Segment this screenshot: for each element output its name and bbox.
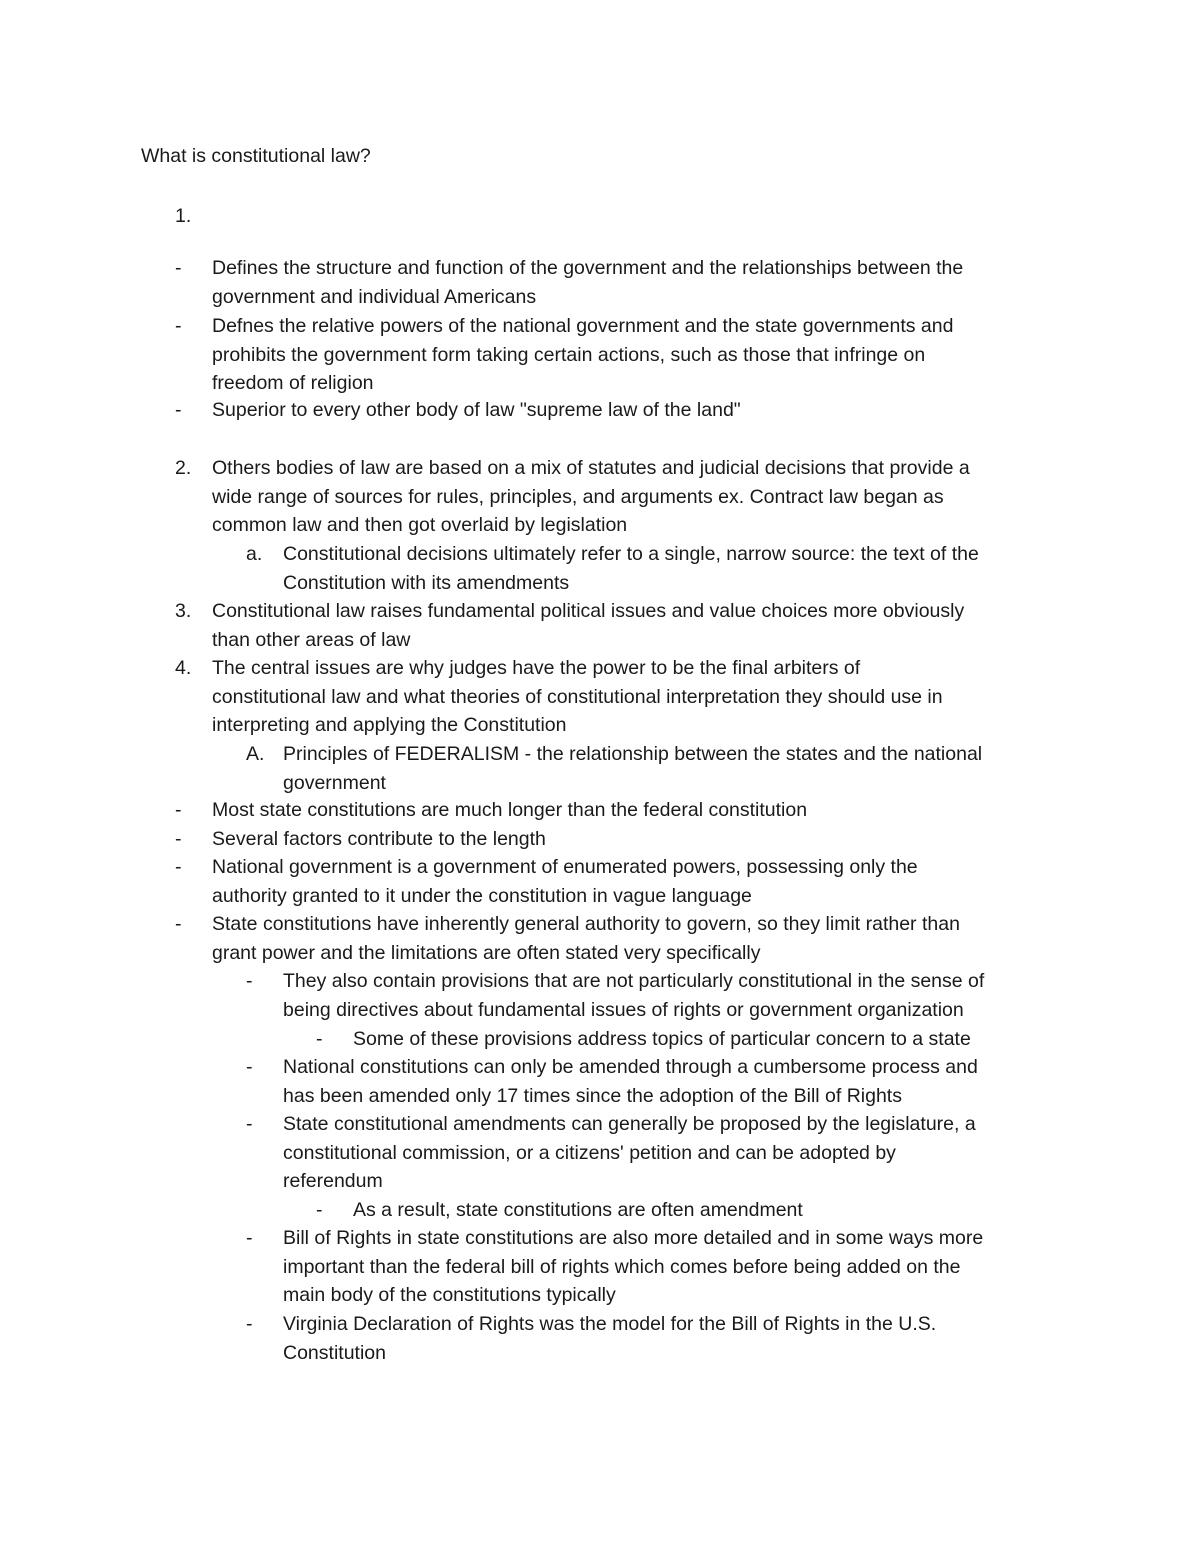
list-marker: A.: [246, 743, 265, 765]
list-item-line: Defnes the relative powers of the national government and the state governments and: [212, 315, 954, 337]
list-item-line: Constitution with its amendments: [283, 571, 570, 594]
list-marker: -: [246, 970, 253, 992]
list-marker: -: [175, 257, 182, 279]
list-item-line: National constitutions can only be amended through a cumbersome process and: [283, 1056, 978, 1078]
list-item-line: wide range of sources for rules, principles, and arguments ex. Contract law began as: [212, 485, 944, 508]
list-item-line: common law and then got overlaid by legislation: [212, 514, 628, 536]
list-marker: -: [246, 1313, 253, 1335]
list-marker: 2.: [175, 457, 192, 479]
list-item-line: than other areas of law: [212, 628, 411, 651]
list-item-line: Virginia Declaration of Rights was the model for the Bill of Rights in the U.S.: [283, 1313, 937, 1335]
list-marker: 3.: [175, 600, 192, 622]
list-item-line: constitutional law and what theories of constitutional interpretation they should use in: [212, 685, 943, 708]
list-item-line: referendum: [283, 1170, 383, 1192]
list-item-line: They also contain provisions that are not particularly constitutional in the sense of: [283, 970, 985, 992]
list-marker: 4.: [175, 657, 192, 679]
list-marker: -: [175, 828, 182, 850]
list-item-line: Others bodies of law are based on a mix of statutes and judicial decisions that provide a: [212, 457, 970, 479]
list-marker: -: [246, 1056, 253, 1078]
list-item-line: Constitutional decisions ultimately refer to a single, narrow source: the text of the: [283, 543, 979, 565]
list-item-line: has been amended only 17 times since the adoption of the Bill of Rights: [283, 1084, 902, 1107]
list-item-line: being directives about fundamental issues of rights or government organization: [283, 998, 964, 1021]
list-item-line: authority granted to it under the constitution in vague language: [212, 884, 752, 907]
list-marker: -: [246, 1113, 253, 1135]
list-marker: -: [175, 799, 182, 821]
list-item-line: main body of the constitutions typically: [283, 1284, 616, 1306]
list-item-line: National government is a government of enumerated powers, possessing only the: [212, 856, 918, 878]
list-item-line: prohibits the government form taking certain actions, such as those that infringe on: [212, 343, 926, 366]
list-item-line: freedom of religion: [212, 372, 374, 394]
list-marker: -: [175, 856, 182, 878]
list-item-line: Constitution: [283, 1341, 386, 1364]
list-item-line: Defines the structure and function of the government and the relationships between the: [212, 257, 964, 279]
list-marker: -: [316, 1028, 323, 1050]
page-title: What is constitutional law?: [141, 145, 371, 167]
list-marker: -: [175, 315, 182, 337]
list-item-line: Constitutional law raises fundamental political issues and value choices more obviously: [212, 600, 965, 622]
list-item-line: Most state constitutions are much longer than the federal constitution: [212, 799, 808, 821]
list-item-line: State constitutions have inherently general authority to govern, so they limit rather than: [212, 913, 960, 935]
list-item-line: State constitutional amendments can generally be proposed by the legislature, a: [283, 1113, 976, 1135]
list-item-line: Some of these provisions address topics of particular concern to a state: [353, 1028, 971, 1050]
list-item-line: important than the federal bill of rights which comes before being added on the: [283, 1255, 961, 1278]
list-item-line: As a result, state constitutions are often amendment: [353, 1199, 803, 1221]
list-item-line: Several factors contribute to the length: [212, 828, 546, 850]
list-item-line: Bill of Rights in state constitutions are also more detailed and in some ways more: [283, 1227, 984, 1249]
list-item-line: grant power and the limitations are often stated very specifically: [212, 941, 761, 964]
list-marker: 1.: [175, 205, 192, 227]
list-item-line: government: [283, 771, 386, 794]
list-item-line: government and individual Americans: [212, 285, 537, 308]
list-marker: -: [175, 913, 182, 935]
list-item-line: Superior to every other body of law "supreme law of the land": [212, 399, 741, 421]
list-item-line: The central issues are why judges have the power to be the final arbiters of: [212, 657, 861, 679]
list-item-line: Principles of FEDERALISM - the relationship between the states and the national: [283, 743, 983, 765]
list-marker: a.: [246, 543, 263, 565]
list-item-line: interpreting and applying the Constitution: [212, 714, 567, 736]
list-marker: -: [175, 399, 182, 421]
list-marker: -: [316, 1199, 323, 1221]
list-item-line: constitutional commission, or a citizens' petition and can be adopted by: [283, 1141, 896, 1164]
list-marker: -: [246, 1227, 253, 1249]
